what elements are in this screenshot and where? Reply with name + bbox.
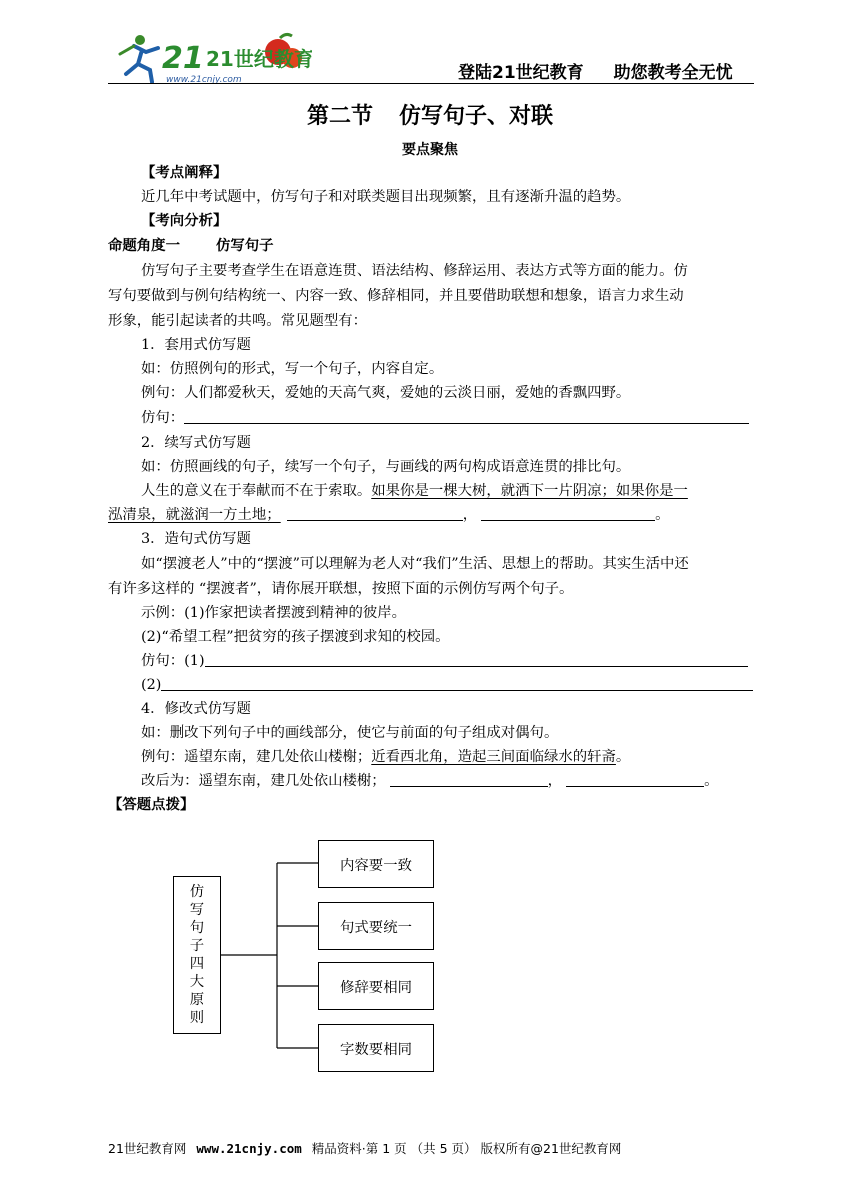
answer-blank[interactable]: [184, 409, 749, 424]
type1-heading: 1．套用式仿写题: [141, 337, 251, 353]
page-footer: [108, 1139, 621, 1157]
footer-left: 21世纪教育网: [108, 1141, 187, 1156]
punctuation: 。: [615, 749, 631, 765]
angle-label: 命题角度一: [108, 238, 180, 254]
angle-heading: [108, 236, 274, 256]
type1-answer-line: [141, 408, 749, 428]
diagram-root-box: [173, 876, 221, 1034]
diagram-branch-box: 字数要相同: [318, 1024, 434, 1072]
root-char: 句: [189, 920, 205, 936]
root-char: 写: [189, 902, 205, 918]
svg-text:21: 21: [162, 41, 204, 76]
svg-text:21世纪教育: 21世纪教育: [206, 47, 312, 71]
kaodian-text: 近几年中考试题中，仿写句子和对联类题目出现频繁，且有逐渐升温的趋势。: [141, 189, 631, 205]
punctuation: ，: [462, 507, 478, 523]
answer-blank[interactable]: [161, 676, 753, 691]
plain-text: 例句：遥望东南，建几处依山楼榭；: [141, 749, 372, 765]
answer-blank[interactable]: [390, 772, 548, 787]
root-char: 仿: [189, 884, 205, 900]
answer-label: 仿句：(1): [141, 653, 205, 669]
type2-heading: 2．续写式仿写题: [141, 435, 251, 451]
diagram-branch-box: 句式要统一: [318, 902, 434, 950]
paragraph-line: 形象，能引起读者的共鸣。常见题型有：: [108, 313, 368, 329]
type4-example-line: [141, 747, 630, 767]
diagram-branch-box: 修辞要相同: [318, 962, 434, 1010]
answer-label: 改后为：遥望东南，建几处依山楼榭；: [141, 773, 386, 789]
answer-blank[interactable]: [205, 652, 748, 667]
type4-instruction: 如：删改下列句子中的画线部分，使它与前面的句子组成对偶句。: [141, 725, 559, 741]
title-section-number: 第二节: [306, 104, 373, 129]
root-char: 大: [189, 974, 205, 990]
slogan-right: 助您教考全无忧: [613, 63, 733, 83]
runner-logo-icon: [112, 30, 312, 86]
section-title: [0, 99, 860, 130]
underlined-text: 泓清泉，就滋润一方土地；: [108, 507, 281, 523]
title-section-name: 仿写句子、对联: [399, 104, 554, 129]
heading-kaodian: 【考点阐释】: [141, 165, 228, 181]
diagram-branch-box: 内容要一致: [318, 840, 434, 888]
underlined-text: 如果你是一棵大树，就洒下一片阴凉；如果你是一: [371, 483, 688, 499]
header-divider: [108, 83, 754, 84]
section-subtitle: 要点聚焦: [402, 142, 458, 158]
root-char: 则: [189, 1010, 205, 1026]
answer-label: (2): [141, 677, 162, 693]
footer-site-link[interactable]: www.21cnjy.com: [196, 1141, 302, 1156]
root-char: 四: [189, 956, 205, 972]
type4-heading: 4．修改式仿写题: [141, 701, 251, 717]
underlined-text: 近看西北角，造起三间面临绿水的轩斋: [371, 749, 616, 765]
answer-label: 仿句：: [141, 410, 185, 426]
footer-right: 精品资料·第 1 页 （共 5 页） 版权所有@21世纪教育网: [311, 1141, 622, 1156]
heading-dati: 【答题点拨】: [108, 797, 195, 813]
plain-text: 人生的意义在于奉献而不在于索取。: [141, 483, 372, 499]
type3-example: (2)“希望工程”把贫穷的孩子摆渡到求知的校园。: [141, 629, 450, 645]
header-slogan: [458, 58, 733, 83]
type3-answer-line: [141, 675, 753, 695]
paragraph-line: 写句要做到与例句结构统一、内容一致、修辞相同，并且要借助联想和想象，语言力求生动: [108, 288, 684, 304]
answer-blank[interactable]: [287, 506, 463, 521]
answer-blank[interactable]: [481, 506, 655, 521]
type2-example-line: [141, 481, 688, 501]
answer-blank[interactable]: [566, 772, 704, 787]
root-char: 原: [189, 992, 205, 1008]
punctuation: ，: [547, 773, 563, 789]
type4-answer-line: [141, 771, 718, 791]
site-logo[interactable]: [112, 30, 312, 86]
heading-kaoxiang: 【考向分析】: [141, 213, 228, 229]
paragraph-line: 仿写句子主要考查学生在语意连贯、语法结构、修辞运用、表达方式等方面的能力。仿: [141, 263, 688, 279]
type1-example: 例句：人们都爱秋天，爱她的天高气爽，爱她的云淡日丽，爱她的香飘四野。: [141, 385, 631, 401]
type2-answer-line: [108, 505, 670, 525]
type3-example: 示例：(1)作家把读者摆渡到精神的彼岸。: [141, 605, 407, 621]
type3-answer-line: [141, 651, 748, 671]
type1-instruction: 如：仿照例句的形式，写一个句子，内容自定。: [141, 361, 444, 377]
angle-title: 仿写句子: [215, 238, 274, 254]
punctuation: 。: [704, 773, 719, 789]
slogan-left: 登陆21世纪教育: [458, 63, 584, 83]
root-char: 子: [189, 938, 205, 954]
type3-paragraph: 如“摆渡老人”中的“摆渡”可以理解为老人对“我们”生活、思想上的帮助。其实生活中还: [141, 556, 689, 572]
type3-heading: 3．造句式仿写题: [141, 531, 251, 547]
type2-instruction: 如：仿照画线的句子，续写一个句子，与画线的两句构成语意连贯的排比句。: [141, 459, 631, 475]
type3-paragraph: 有许多这样的 “摆渡者”，请你展开联想，按照下面的示例仿写两个句子。: [108, 581, 574, 597]
svg-text:www.21cnjy.com: www.21cnjy.com: [166, 75, 242, 85]
punctuation: 。: [655, 507, 670, 523]
